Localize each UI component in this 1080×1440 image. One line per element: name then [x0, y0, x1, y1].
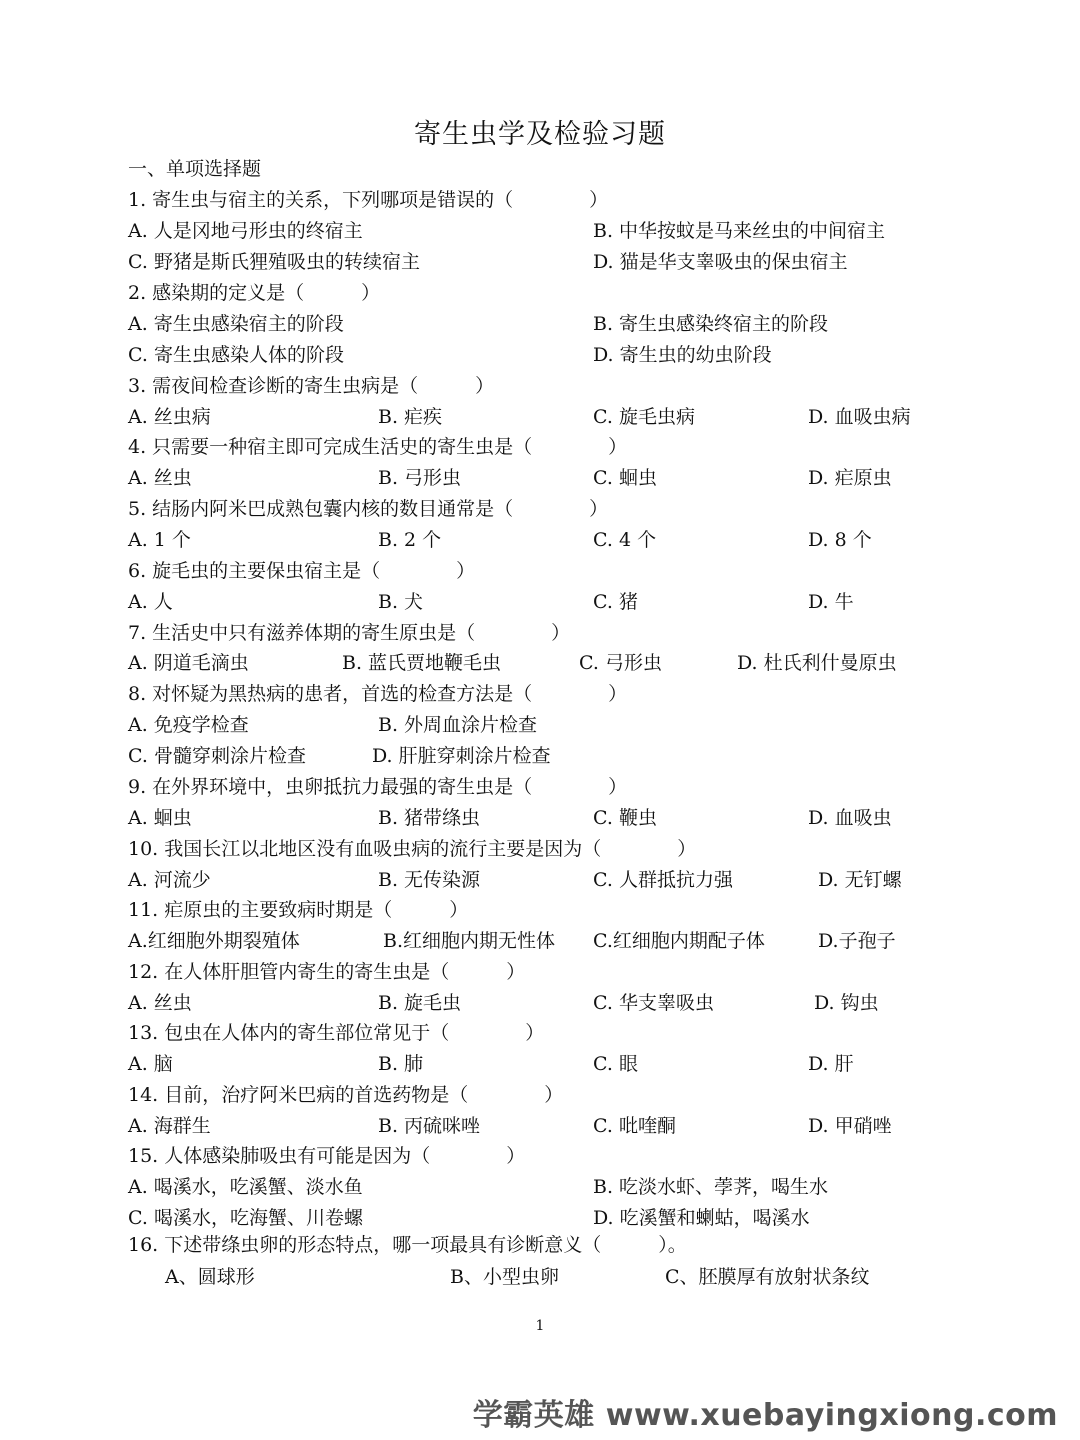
page-number: 1 — [535, 1318, 545, 1334]
option: B. 寄生虫感染终宿主的阶段 — [593, 313, 829, 335]
option: D. 甲硝唑 — [808, 1115, 892, 1137]
option: B. 外周血涂片检查 — [378, 714, 538, 736]
option: C. 4 个 — [593, 529, 657, 551]
question-stem: 11. 疟原虫的主要致病时期是（ ） — [128, 899, 469, 921]
option: A. 免疫学检查 — [128, 714, 249, 736]
option: A. 丝虫病 — [128, 406, 211, 428]
option: A. 寄生虫感染宿主的阶段 — [128, 313, 344, 335]
question-stem: 4. 只需要一种宿主即可完成生活史的寄生虫是（ ） — [128, 436, 628, 458]
option: A. 海群生 — [128, 1115, 211, 1137]
option: D. 猫是华支睾吸虫的保虫宿主 — [593, 251, 848, 273]
option: A. 人 — [128, 591, 173, 613]
option-row — [0, 1172, 1080, 1202]
option: A. 1 个 — [128, 529, 191, 551]
option: D. 吃溪蟹和蝲蛄，喝溪水 — [593, 1207, 810, 1229]
option: D. 血吸虫病 — [808, 406, 911, 428]
option: C.红细胞内期配子体 — [593, 930, 765, 952]
option-row — [0, 587, 1080, 617]
question-stem: 6. 旋毛虫的主要保虫宿主是（ ） — [128, 560, 476, 582]
option: C. 吡喹酮 — [593, 1115, 676, 1137]
option: D. 钩虫 — [814, 992, 879, 1014]
question-stem: 1. 寄生虫与宿主的关系，下列哪项是错误的（ ） — [128, 189, 609, 211]
option: B. 丙硫咪唑 — [378, 1115, 481, 1137]
question-stem: 2. 感染期的定义是（ ） — [128, 282, 381, 304]
question-stem: 7. 生活史中只有滋养体期的寄生原虫是（ ） — [128, 622, 571, 644]
option: B.红细胞内期无性体 — [383, 930, 556, 952]
option: D. 疟原虫 — [808, 467, 892, 489]
option-row — [0, 340, 1080, 370]
option: B. 肺 — [378, 1053, 424, 1075]
option-row — [0, 741, 1080, 771]
option: C. 寄生虫感染人体的阶段 — [128, 344, 344, 366]
option: B. 吃淡水虾、荸荠，喝生水 — [593, 1176, 829, 1198]
section-heading: 一、单项选择题 — [128, 158, 262, 180]
option: A. 丝虫 — [128, 467, 192, 489]
option: C. 华支睾吸虫 — [593, 992, 714, 1014]
option: C. 眼 — [593, 1053, 638, 1075]
option-row — [0, 710, 1080, 740]
option-row — [0, 247, 1080, 277]
option: A. 脑 — [128, 1053, 173, 1075]
option: A. 河流少 — [128, 869, 211, 891]
option: B. 弓形虫 — [378, 467, 462, 489]
option: C. 蛔虫 — [593, 467, 657, 489]
option-row — [0, 1049, 1080, 1079]
option: D. 8 个 — [808, 529, 872, 551]
option-row — [0, 402, 1080, 432]
question-stem: 14. 目前，治疗阿米巴病的首选药物是（ ） — [128, 1084, 564, 1106]
question-stem: 16. 下述带绦虫卵的形态特点，哪一项最具有诊断意义（ ）。 — [128, 1234, 687, 1256]
option: C. 人群抵抗力强 — [593, 869, 733, 891]
option: C. 旋毛虫病 — [593, 406, 695, 428]
option-row — [0, 648, 1080, 678]
option-row — [0, 216, 1080, 246]
option: A. 蛔虫 — [128, 807, 192, 829]
watermark: 学霸英雄 www.xuebayingxiong.com — [472, 1398, 1058, 1433]
option: B. 猪带绦虫 — [378, 807, 481, 829]
option: D. 杜氏利什曼原虫 — [737, 652, 897, 674]
option-row — [0, 1203, 1080, 1233]
option: B. 中华按蚊是马来丝虫的中间宿主 — [593, 220, 886, 242]
option: C. 猪 — [593, 591, 638, 613]
question-stem: 9. 在外界环境中，虫卵抵抗力最强的寄生虫是（ ） — [128, 776, 628, 798]
option: A. 丝虫 — [128, 992, 192, 1014]
option-row — [0, 309, 1080, 339]
option: B. 蓝氏贾地鞭毛虫 — [342, 652, 502, 674]
option: A. 人是冈地弓形虫的终宿主 — [128, 220, 363, 242]
option: B. 旋毛虫 — [378, 992, 462, 1014]
option: A、圆球形 — [165, 1266, 255, 1288]
option: B. 2 个 — [378, 529, 442, 551]
option: D. 无钉螺 — [818, 869, 902, 891]
option: D. 肝脏穿刺涂片检查 — [372, 745, 551, 767]
question-stem: 5. 结肠内阿米巴成熟包囊内核的数目通常是（ ） — [128, 498, 609, 520]
option: C. 野猪是斯氏狸殖吸虫的转续宿主 — [128, 251, 420, 273]
question-stem: 3. 需夜间检查诊断的寄生虫病是（ ） — [128, 375, 495, 397]
option: D.子孢子 — [818, 930, 896, 952]
option: B. 犬 — [378, 591, 424, 613]
question-stem: 8. 对怀疑为黑热病的患者，首选的检查方法是（ ） — [128, 683, 628, 705]
question-stem: 15. 人体感染肺吸虫有可能是因为（ ） — [128, 1145, 526, 1167]
option: A. 喝溪水，吃溪蟹、淡水鱼 — [128, 1176, 363, 1198]
option: D. 牛 — [808, 591, 854, 613]
option: C. 鞭虫 — [593, 807, 657, 829]
option-row — [0, 463, 1080, 493]
option-row — [0, 865, 1080, 895]
option: A. 阴道毛滴虫 — [128, 652, 249, 674]
option: A.红细胞外期裂殖体 — [128, 930, 300, 952]
option: B. 无传染源 — [378, 869, 481, 891]
option-row — [0, 926, 1080, 956]
option: C. 骨髓穿刺涂片检查 — [128, 745, 306, 767]
option: D. 寄生虫的幼虫阶段 — [593, 344, 772, 366]
question-stem: 13. 包虫在人体内的寄生部位常见于（ ） — [128, 1022, 545, 1044]
option-row — [0, 525, 1080, 555]
question-stem: 12. 在人体肝胆管内寄生的寄生虫是（ ） — [128, 961, 526, 983]
page-title: 寄生虫学及检验习题 — [414, 119, 666, 150]
option-row — [0, 1111, 1080, 1141]
option-row — [0, 1262, 1080, 1292]
option: C. 喝溪水，吃海蟹、川卷螺 — [128, 1207, 363, 1229]
option: D. 血吸虫 — [808, 807, 892, 829]
question-stem: 10. 我国长江以北地区没有血吸虫病的流行主要是因为（ ） — [128, 838, 697, 860]
option-row — [0, 803, 1080, 833]
option: B、小型虫卵 — [450, 1266, 559, 1288]
option: B. 疟疾 — [378, 406, 443, 428]
option-row — [0, 988, 1080, 1018]
option: C、胚膜厚有放射状条纹 — [665, 1266, 870, 1288]
option: D. 肝 — [808, 1053, 854, 1075]
option: C. 弓形虫 — [579, 652, 662, 674]
